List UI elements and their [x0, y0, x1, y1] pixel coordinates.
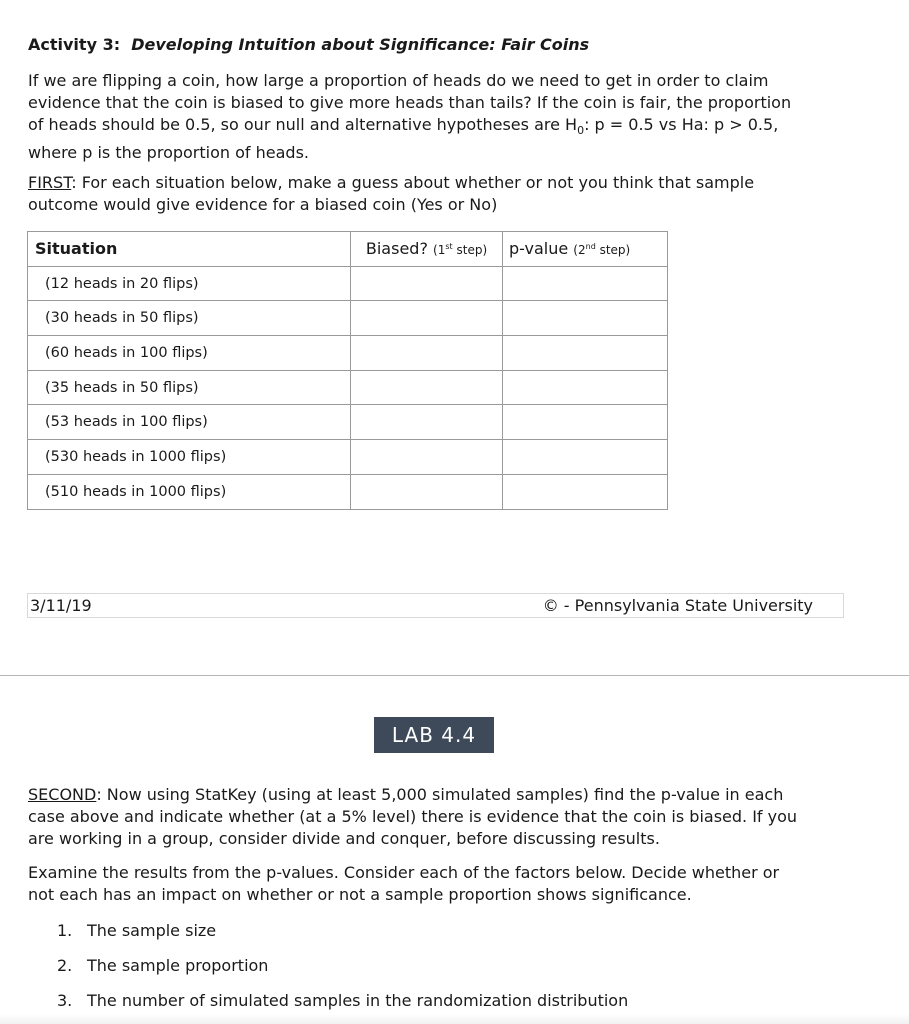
biased-answer-cell[interactable] — [351, 440, 503, 475]
biased-answer-cell[interactable] — [351, 370, 503, 405]
examine-paragraph: Examine the results from the p-values. Consider each of the factors below. Decide whether or not each has an impact on whether or not a sample proportion shows significance. — [28, 863, 780, 904]
pvalue-answer-cell[interactable] — [503, 301, 668, 336]
list-item: 3. The number of simulated samples in the randomization distribution — [57, 991, 629, 1010]
intro-paragraph — [28, 70, 843, 164]
h0-subscript: 0 — [577, 124, 585, 138]
factor-list — [28, 918, 628, 1023]
situation-cell: (530 heads in 1000 flips) — [28, 440, 351, 475]
activity-label: Activity 3: — [28, 35, 121, 54]
situation-cell: (510 heads in 1000 flips) — [28, 474, 351, 509]
list-item: 2. The sample proportion — [57, 956, 269, 975]
table-header-row — [28, 232, 668, 267]
biased-answer-cell[interactable] — [351, 474, 503, 509]
page-bottom-shade — [0, 1014, 909, 1024]
pvalue-answer-cell[interactable] — [503, 440, 668, 475]
page-divider — [0, 675, 909, 676]
intro-line: of heads should be 0.5, so our null and alternative hypotheses are $H_0$: p = 0.5 vs Ha: p > 0.5, — [28, 115, 779, 138]
situation-cell: (30 heads in 50 flips) — [28, 301, 351, 336]
activity-title — [28, 35, 589, 54]
activity-heading: Developing Intuition about Significance: Fair Coins — [131, 35, 590, 54]
pvalue-answer-cell[interactable] — [503, 336, 668, 371]
pvalue-answer-cell[interactable] — [503, 266, 668, 301]
intro-line: If we are flipping a coin, how large a proportion of heads do we need to get in order to claim — [28, 71, 769, 90]
first-label: FIRST — [28, 173, 72, 192]
table-row — [28, 301, 668, 336]
biased-answer-cell[interactable] — [351, 336, 503, 371]
situation-table — [27, 231, 668, 510]
biased-answer-cell[interactable] — [351, 405, 503, 440]
biased-answer-cell[interactable] — [351, 301, 503, 336]
footer-copyright: © - Pennsylvania State University — [542, 596, 813, 615]
page-footer — [27, 593, 844, 618]
header-situation: Situation — [28, 232, 351, 267]
table-row — [28, 440, 668, 475]
pvalue-answer-cell[interactable] — [503, 474, 668, 509]
second-label: SECOND — [28, 785, 97, 804]
situation-cell: (53 heads in 100 flips) — [28, 405, 351, 440]
intro-line: evidence that the coin is biased to give more heads than tails? If the coin is fair, the proportion — [28, 93, 792, 112]
table-row — [28, 336, 668, 371]
lab-badge: LAB 4.4 — [374, 717, 494, 753]
biased-answer-cell[interactable] — [351, 266, 503, 301]
pvalue-answer-cell[interactable] — [503, 405, 668, 440]
second-instructions: SECOND: Now using StatKey (using at least 5,000 simulated samples) find the p-value in each case above and indicate whether (at a 5% level) there is evidence that the coin is biased. If you are working in a group, consider divide and conquer, before discussing results. — [28, 785, 798, 848]
table-row — [28, 474, 668, 509]
pvalue-answer-cell[interactable] — [503, 370, 668, 405]
header-pvalue: p-value (2nd step) — [503, 232, 668, 267]
table-row — [28, 266, 668, 301]
situation-cell: (35 heads in 50 flips) — [28, 370, 351, 405]
header-biased: Biased? (1st step) — [351, 232, 503, 267]
intro-line: where p is the proportion of heads. — [28, 143, 309, 163]
table-row — [28, 405, 668, 440]
table-row — [28, 370, 668, 405]
situation-cell: (12 heads in 20 flips) — [28, 266, 351, 301]
first-instructions: FIRST: For each situation below, make a guess about whether or not you think that sample outcome would give evidence for a biased coin (Yes or No) — [28, 173, 755, 214]
footer-date: 3/11/19 — [30, 596, 92, 615]
situation-cell: (60 heads in 100 flips) — [28, 336, 351, 371]
list-item: 1. The sample size — [57, 921, 217, 940]
